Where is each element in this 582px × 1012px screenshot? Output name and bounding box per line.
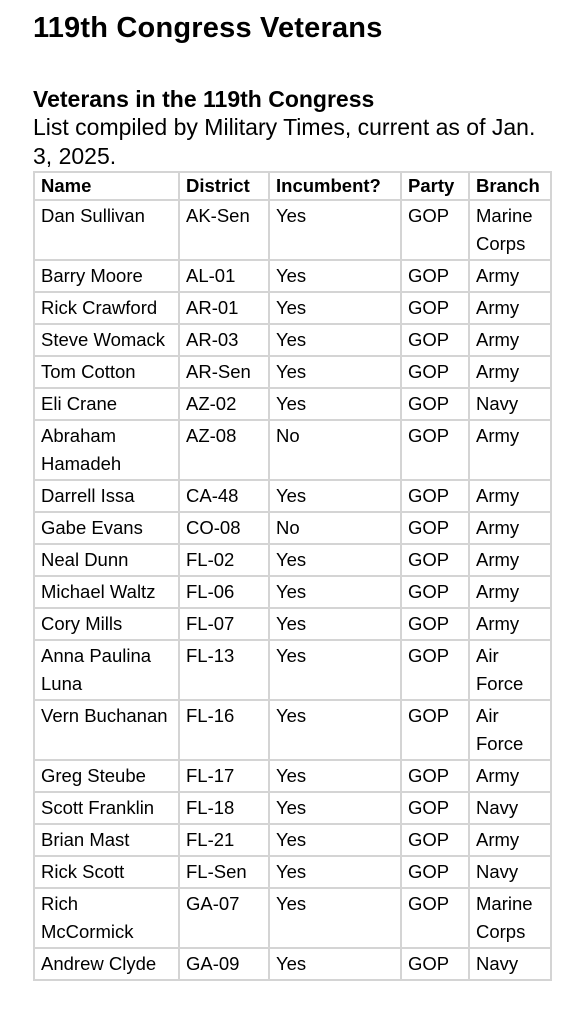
cell-district: FL-16 [179, 700, 269, 760]
section-heading: Veterans in the 119th Congress [33, 86, 375, 112]
table-row [34, 420, 551, 480]
table-header-row [34, 172, 551, 200]
table-row [34, 292, 551, 324]
cell-party: GOP [401, 200, 469, 260]
cell-branch: Army [469, 512, 551, 544]
table-row [34, 512, 551, 544]
cell-incumbent: Yes [269, 948, 401, 980]
table-row [34, 200, 551, 260]
cell-branch: Army [469, 420, 551, 480]
table-row [34, 388, 551, 420]
cell-branch: Navy [469, 792, 551, 824]
cell-incumbent: Yes [269, 640, 401, 700]
cell-branch: Army [469, 760, 551, 792]
cell-name: Scott Franklin [34, 792, 179, 824]
cell-incumbent: Yes [269, 760, 401, 792]
page-title: 119th Congress Veterans [33, 12, 383, 44]
cell-district: GA-07 [179, 888, 269, 948]
cell-party: GOP [401, 760, 469, 792]
cell-incumbent: No [269, 420, 401, 480]
cell-incumbent: Yes [269, 480, 401, 512]
table-body [34, 200, 551, 980]
table-row [34, 608, 551, 640]
cell-party: GOP [401, 480, 469, 512]
cell-name: Rick Crawford [34, 292, 179, 324]
cell-district: CA-48 [179, 480, 269, 512]
table-row [34, 480, 551, 512]
cell-incumbent: Yes [269, 856, 401, 888]
cell-incumbent: Yes [269, 356, 401, 388]
table-row [34, 700, 551, 760]
cell-party: GOP [401, 512, 469, 544]
cell-district: CO-08 [179, 512, 269, 544]
cell-branch: Army [469, 480, 551, 512]
cell-district: AL-01 [179, 260, 269, 292]
table-row [34, 640, 551, 700]
cell-name: Tom Cotton [34, 356, 179, 388]
cell-district: FL-21 [179, 824, 269, 856]
cell-district: FL-13 [179, 640, 269, 700]
cell-incumbent: Yes [269, 792, 401, 824]
cell-district: AR-Sen [179, 356, 269, 388]
cell-incumbent: Yes [269, 576, 401, 608]
table-row [34, 888, 551, 948]
veterans-table [33, 171, 552, 981]
table-row [34, 576, 551, 608]
cell-district: FL-17 [179, 760, 269, 792]
cell-party: GOP [401, 792, 469, 824]
table-caption: List compiled by Military Times, current as of Jan. 3, 2025. [33, 114, 536, 169]
cell-incumbent: Yes [269, 544, 401, 576]
cell-party: GOP [401, 608, 469, 640]
cell-party: GOP [401, 888, 469, 948]
cell-district: FL-02 [179, 544, 269, 576]
cell-name: Rick Scott [34, 856, 179, 888]
cell-district: AZ-08 [179, 420, 269, 480]
cell-branch: Army [469, 544, 551, 576]
cell-branch: Navy [469, 856, 551, 888]
column-header-branch: Branch [469, 172, 551, 200]
cell-district: FL-Sen [179, 856, 269, 888]
cell-name: Cory Mills [34, 608, 179, 640]
cell-branch: Navy [469, 388, 551, 420]
cell-incumbent: Yes [269, 608, 401, 640]
cell-name: Andrew Clyde [34, 948, 179, 980]
table-row [34, 856, 551, 888]
table-row [34, 544, 551, 576]
cell-branch: Army [469, 576, 551, 608]
column-header-name: Name [34, 172, 179, 200]
cell-branch: Air Force [469, 640, 551, 700]
cell-incumbent: Yes [269, 324, 401, 356]
column-header-incumbent: Incumbent? [269, 172, 401, 200]
cell-district: AZ-02 [179, 388, 269, 420]
cell-name: Brian Mast [34, 824, 179, 856]
cell-branch: Army [469, 324, 551, 356]
cell-name: Dan Sullivan [34, 200, 179, 260]
cell-incumbent: Yes [269, 200, 401, 260]
cell-party: GOP [401, 260, 469, 292]
cell-party: GOP [401, 640, 469, 700]
cell-party: GOP [401, 324, 469, 356]
cell-party: GOP [401, 356, 469, 388]
cell-district: GA-09 [179, 948, 269, 980]
cell-district: AR-03 [179, 324, 269, 356]
cell-name: Abraham Hamadeh [34, 420, 179, 480]
cell-name: Darrell Issa [34, 480, 179, 512]
cell-name: Vern Buchanan [34, 700, 179, 760]
cell-branch: Marine Corps [469, 888, 551, 948]
table-row [34, 324, 551, 356]
column-header-district: District [179, 172, 269, 200]
cell-party: GOP [401, 576, 469, 608]
cell-district: FL-18 [179, 792, 269, 824]
cell-name: Rich McCormick [34, 888, 179, 948]
article [0, 12, 582, 981]
cell-name: Neal Dunn [34, 544, 179, 576]
cell-branch: Army [469, 824, 551, 856]
table-row [34, 356, 551, 388]
table-row [34, 948, 551, 980]
cell-name: Gabe Evans [34, 512, 179, 544]
cell-incumbent: Yes [269, 888, 401, 948]
cell-incumbent: No [269, 512, 401, 544]
cell-district: AR-01 [179, 292, 269, 324]
cell-name: Barry Moore [34, 260, 179, 292]
cell-district: FL-07 [179, 608, 269, 640]
cell-branch: Army [469, 260, 551, 292]
table-row [34, 824, 551, 856]
cell-party: GOP [401, 948, 469, 980]
cell-branch: Air Force [469, 700, 551, 760]
cell-incumbent: Yes [269, 388, 401, 420]
cell-party: GOP [401, 824, 469, 856]
cell-party: GOP [401, 700, 469, 760]
cell-party: GOP [401, 856, 469, 888]
cell-incumbent: Yes [269, 292, 401, 324]
cell-party: GOP [401, 420, 469, 480]
cell-branch: Navy [469, 948, 551, 980]
cell-name: Anna Paulina Luna [34, 640, 179, 700]
table-row [34, 260, 551, 292]
column-header-party: Party [401, 172, 469, 200]
table-row [34, 760, 551, 792]
cell-district: AK-Sen [179, 200, 269, 260]
cell-name: Michael Waltz [34, 576, 179, 608]
cell-branch: Army [469, 608, 551, 640]
table-row [34, 792, 551, 824]
cell-branch: Marine Corps [469, 200, 551, 260]
cell-party: GOP [401, 544, 469, 576]
cell-branch: Army [469, 292, 551, 324]
cell-branch: Army [469, 356, 551, 388]
cell-incumbent: Yes [269, 260, 401, 292]
cell-incumbent: Yes [269, 824, 401, 856]
cell-name: Steve Womack [34, 324, 179, 356]
cell-name: Greg Steube [34, 760, 179, 792]
cell-party: GOP [401, 388, 469, 420]
cell-party: GOP [401, 292, 469, 324]
cell-name: Eli Crane [34, 388, 179, 420]
cell-incumbent: Yes [269, 700, 401, 760]
cell-district: FL-06 [179, 576, 269, 608]
